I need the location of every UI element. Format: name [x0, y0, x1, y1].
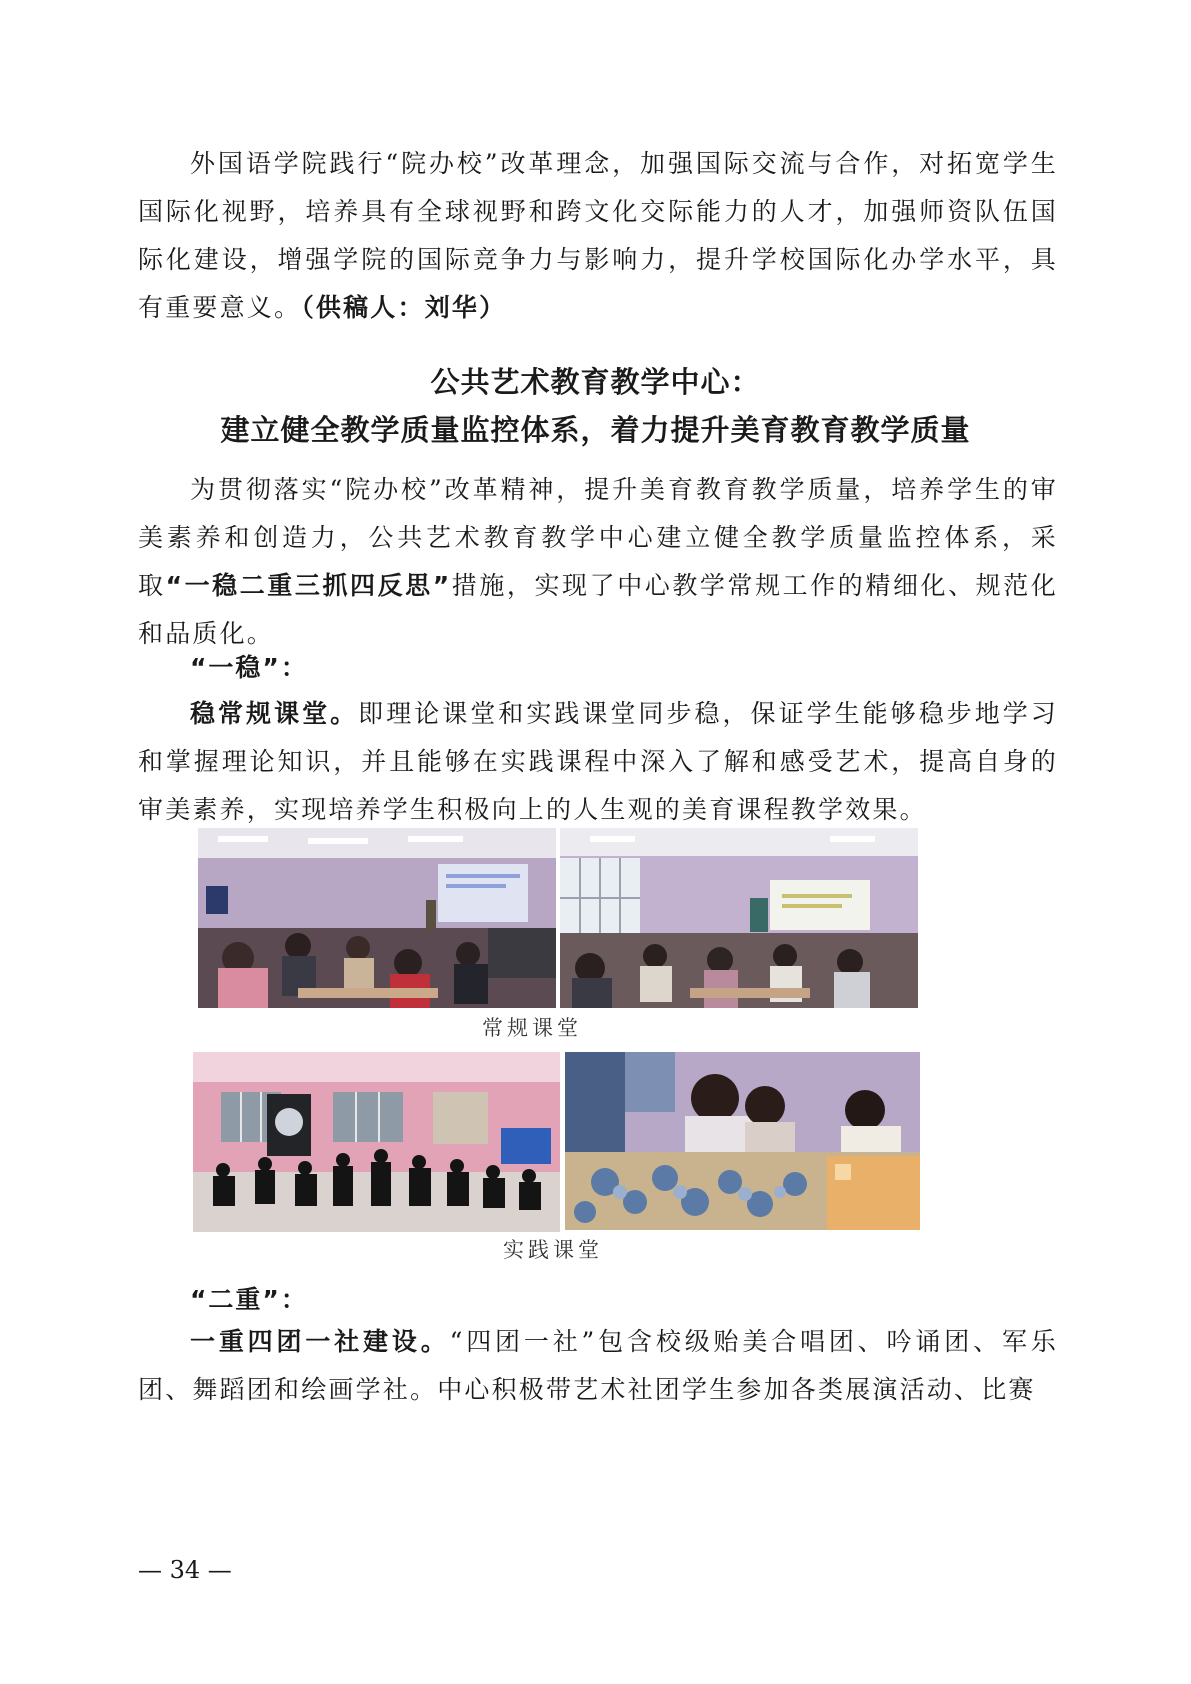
- para2-bold: 稳常规课堂。: [190, 699, 359, 728]
- caption-regular-class: 常规课堂: [482, 1016, 582, 1040]
- subheading-erzhong: “二重”：: [190, 1285, 308, 1314]
- photo-practice-dance: [193, 1052, 560, 1232]
- para1-bold: “一稳二重三抓四反思”: [165, 571, 452, 600]
- photo-regular-class-2: [560, 828, 918, 1008]
- photo-practice-handicraft: [565, 1052, 920, 1230]
- intro-credit: （供稿人：刘华）: [301, 293, 507, 322]
- para3-bold: 一重四团一社建设。: [190, 1327, 450, 1356]
- para1-end: 措施，实现了中心教学常规工作的精细化、规范化和品质化。: [138, 571, 1059, 648]
- section-paragraph-3: [138, 1318, 1058, 1414]
- para2-text: 即理论课堂和实践课堂同步稳，保证学生能够稳步地学习和掌握理论知识，并且能够在实践课程中深入了解和感受艺术，提高自身的审美素养，实现培养学生积极向上的人生观的美育课程教学效果。: [138, 699, 1058, 824]
- section-paragraph-1: [138, 466, 1058, 658]
- section-title-line1: 公共艺术教育教学中心：: [430, 365, 761, 399]
- intro-text: 外国语学院践行“院办校”改革理念，加强国际交流与合作，对拓宽学生国际化视野，培养具有全球视野和跨文化交际能力的人才，加强师资队伍国际化建设，增强学院的国际竞争力与影响力，提升学校国际化办学水平，具有重要意义。: [138, 149, 1058, 322]
- page-number: — 34 —: [138, 1556, 232, 1584]
- para1-start: 为贯彻落实“院办校”改革精神，提升美育教育教学质量，培养学生的审美素养和创造力，公共艺术教育教学中心建立健全教学质量监控体系，采取: [138, 475, 1058, 600]
- section-paragraph-2: [138, 690, 1058, 834]
- para3-text: “四团一社”包含校级贻美合唱团、吟诵团、军乐团、舞蹈团和绘画学社。中心积极带艺术社团学生参加各类展演活动、比赛: [138, 1327, 1058, 1404]
- intro-paragraph: [138, 140, 1058, 332]
- section-title-line2: 建立健全教学质量监控体系，着力提升美育教育教学质量: [220, 413, 971, 447]
- subheading-yiwen: “一稳”：: [190, 653, 308, 682]
- photo-regular-class-1: [198, 828, 556, 1008]
- caption-practice-class: 实践课堂: [503, 1238, 603, 1262]
